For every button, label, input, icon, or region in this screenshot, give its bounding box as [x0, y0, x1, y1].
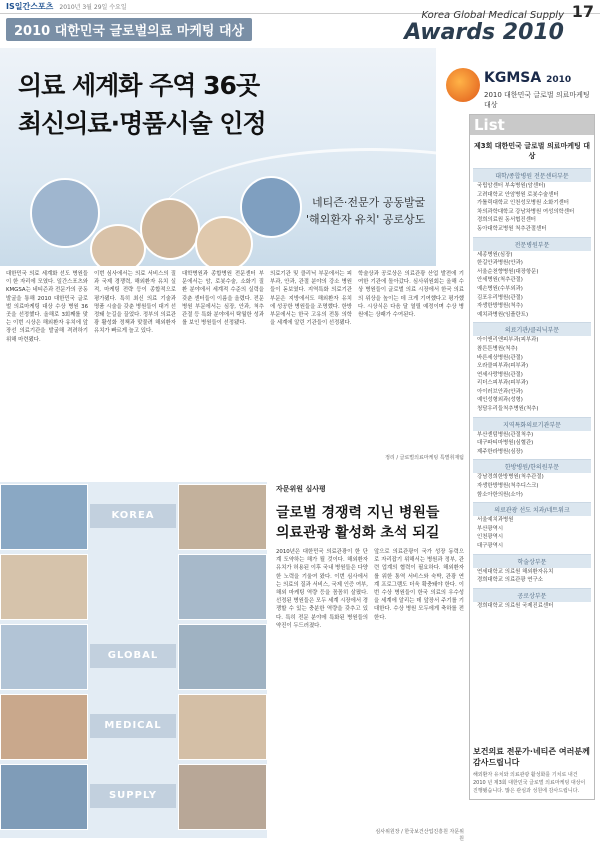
- winner-item: 함소아한의원(소아): [477, 491, 523, 498]
- winner-item: 강남경희한방병원(척추관절): [477, 474, 544, 481]
- category-heading: 지역특화의료기관부문: [473, 418, 591, 431]
- list-category: [473, 237, 591, 320]
- list-category: [473, 322, 591, 413]
- newspaper-logo: IS일간스포츠: [6, 2, 54, 11]
- awards-title: Awards 2010: [404, 20, 564, 45]
- winner-item: 가톨릭대학교 인천성모병원 소화기센터: [477, 200, 569, 207]
- footer-text: 해외환자 유치와 의료관광 활성화를 기치로 내건 2010 년 제3회 대한민국 글로벌 의료마케팅 대상이 진행됐습니다. 많은 관심과 성원에 감사드립니다.: [473, 772, 586, 794]
- main-headline-line1: 의료 세계화 주역 36곳: [18, 71, 260, 100]
- main-headline-line2: 최신의료·명품시술 인정: [18, 109, 266, 138]
- doctor-photo: [30, 178, 100, 248]
- kgmsa-logo: [446, 68, 596, 108]
- winners-list-panel: [469, 114, 595, 800]
- article-column: 의료기관 및 클리닉 부문에서는 피부과, 안과, 관절 분야의 강소 병원들이 돋보였다. 지역특화 의료기관 부문은 지방에서도 해외환자 유치에 성공한 병원들을 조명했다. 한방 부문에서는 한국 고유의 전통 의학을 세계에 알린 기관들이 선정됐다.: [270, 271, 352, 327]
- category-heading: 대학/종합병원 전문센터부문: [473, 169, 591, 182]
- list-category: [473, 554, 591, 585]
- footer-heading: 보건의료 전문가·네티즌 여러분께 감사드립니다: [473, 747, 590, 767]
- article-tag: 자문위원 심사평: [276, 485, 326, 493]
- logo-name: KGMSA 2010: [484, 70, 572, 86]
- hospital-building-photo: [178, 554, 267, 620]
- winner-item: 예인성형외과(성형): [477, 397, 523, 404]
- article-column: 학술상과 공로상은 의료관광 산업 발전에 기여한 기관에 돌아갔다. 심사위원회는 올해 수상 병원들이 글로벌 의료 시장에서 한국 의료의 위상을 높이는 데 크게 기여했다고 평가했다. 시상식은 다음 달 열릴 예정이며 수상 병원에는 상패가 수여된다.: [358, 271, 464, 319]
- hospital-building-photo: [178, 624, 267, 690]
- winner-item: 아이앤리앤피부과(피부과): [477, 337, 539, 344]
- surgery-photo: [0, 484, 88, 550]
- strip-band: KOREA: [90, 504, 176, 528]
- list-footer: [473, 746, 591, 795]
- winner-item: 동아대학교병원 척추관절센터: [477, 225, 547, 232]
- list-category: [473, 588, 591, 611]
- subhead-line2: '해외환자 유치' 공로상도: [306, 213, 426, 226]
- winner-item: 대구파티마병원(심혈관): [477, 440, 534, 447]
- patient-photo: [0, 624, 88, 690]
- photo-row: [0, 622, 267, 692]
- winner-item: 청담우리들척추병원(척추): [477, 406, 539, 413]
- photo-row: [0, 552, 267, 622]
- strip-band: SUPPLY: [90, 784, 176, 808]
- winner-item: 서울예치과병원: [477, 517, 514, 524]
- family-photo: [140, 198, 200, 260]
- article-column: 이번 심사에서는 의료 서비스의 질과 국제 경쟁력, 해외환자 유치 실적, 마케팅 전략 등이 종합적으로 평가됐다. 특히 최신 의료 기술과 명품 시술을 갖춘 병원들이 대거 선정돼 눈길을 끌었다. 정부의 의료관광 활성화 정책과 맞물려 해외환자 유치가 빠르게 늘고 있다.: [94, 271, 176, 335]
- winner-item: 연세사랑병원(관절): [477, 371, 523, 378]
- winner-item: 아이러브안과(안과): [477, 388, 523, 395]
- winner-item: 고려대학교 안암병원 로봇수술센터: [477, 191, 559, 198]
- page-number: 17: [571, 2, 594, 21]
- category-heading: 공로상부문: [473, 589, 591, 602]
- strip-band: MEDICAL: [90, 714, 176, 738]
- category-heading: 의료관광 선도 치과/네트워크: [473, 503, 591, 516]
- winner-item: 부산센텀병원(관절척추): [477, 431, 534, 438]
- section-badge: 2010 대한민국 글로벌의료 마케팅 대상: [6, 18, 252, 41]
- list-category: [473, 417, 591, 457]
- article-column: 대한민국 의료 세계화 선도 병원들이 한 자리에 모였다. 일간스포츠와 KMGSA는 네티즌과 전문가의 공동 발굴을 통해 2010 대한민국 글로벌 의료마케팅 대상 수상 병원 36곳을 선정했다. 올해로 3회째를 맞는 이번 시상은 해외환자 유치에 앞장선 의료기관을 발굴해 격려하기 위해 마련됐다.: [6, 271, 88, 343]
- page-header: [0, 0, 600, 46]
- winner-item: 안세병원(척추관절): [477, 277, 523, 284]
- winner-item: 차의과학대학교 강남차병원 여성의학센터: [477, 208, 575, 215]
- consultation-photo: [178, 484, 267, 550]
- doctor-photo: [0, 554, 88, 620]
- category-heading: 전문병원부문: [473, 238, 591, 251]
- winner-item: 대구광역시: [477, 543, 504, 549]
- subhead-line1: 네티즌·전문가 공동발굴: [312, 196, 426, 209]
- article-column: 앞으로 의료관광이 국가 성장 동력으로 자리잡기 위해서는 병원과 정부, 관련 업계의 협력이 필요하다. 해외환자를 위한 통역 서비스와 숙박, 관광 연계 프로그램도 더욱 확충돼야 한다. 이번 수상 병원들이 한국 의료의 우수성을 세계에 알리는 데 앞장서 주기를 기대한다. 수상 병원 모두에게 축하를 전한다.: [374, 549, 464, 621]
- article-column: 대학병원과 종합병원 전문센터 부문에서는 암, 로봇수술, 소화기 질환 분야에서 세계적 수준의 실력을 갖춘 센터들이 이름을 올렸다. 전문병원 부문에서는 심장, 안과, 척추관절 등 특화 분야에서 탁월한 성과를 보인 병원들이 선정됐다.: [182, 271, 264, 327]
- list-category: [473, 502, 591, 550]
- article-headline-line1: 글로벌 경쟁력 지닌 병원들: [276, 505, 440, 521]
- winner-item: 경희대학교 의료원 국제진료센터: [477, 602, 554, 609]
- list-title: 제3회 대한민국 글로벌 의료마케팅 대상: [473, 142, 591, 160]
- photo-strip: [0, 482, 267, 838]
- winner-item: 세종병원(심장): [477, 251, 513, 258]
- winner-item: 부산광역시: [477, 525, 504, 532]
- winner-item: 자생한방병원(척추디스크): [477, 483, 539, 490]
- article-byline: 정리 / 글로벌의료마케팅 특별취재팀: [385, 455, 464, 461]
- winner-item: 예치과병원(임플란트): [477, 311, 529, 318]
- winner-item: 한길안과병원(안과): [477, 260, 523, 267]
- winner-item: 참튼튼병원(척추): [477, 345, 518, 352]
- winner-item: 제주한라병원(심장): [477, 448, 523, 455]
- category-list: [470, 168, 594, 610]
- list-heading: List: [470, 115, 594, 135]
- article-column: 2010년은 대한민국 의료관광이 한 단계 도약하는 해가 될 것이다. 해외환자 유치가 허용된 이후 국내 병원들은 다양한 노력을 기울여 왔다. 이번 심사에서는 의료의 질과 서비스, 국제 인증 여부, 해외 마케팅 역량 등을 꼼꼼히 살폈다. 선정된 병원들은 모두 세계 시장에서 경쟁할 수 있는 충분한 역량을 갖추고 있다. 특히 전문 분야에 특화된 병원들의 약진이 두드러졌다.: [276, 549, 368, 629]
- surgeon-photo: [240, 176, 302, 238]
- strip-band: GLOBAL: [90, 644, 176, 668]
- winner-item: 경희의료원 동서협진센터: [477, 217, 536, 224]
- team-photo: [178, 764, 267, 830]
- photo-row: [0, 762, 267, 832]
- article-byline: 심사위원장 / 한국보건산업진흥원 자문위원: [375, 829, 464, 842]
- hero-subhead: [306, 194, 425, 228]
- winner-item: 연세대학교 의료원 해외환자유치: [477, 568, 554, 575]
- winner-item: 자생한방병원(척추): [477, 303, 523, 310]
- winner-item: 경희대학교 의료관광 연구소: [477, 577, 543, 584]
- category-heading: 의료기관/클리닉부문: [473, 323, 591, 336]
- winner-item: 서울순천향병원(대장항문): [477, 268, 539, 275]
- hero-visual: [0, 48, 436, 266]
- treatment-photo: [0, 694, 88, 760]
- winner-item: 리더스피부과(피부과): [477, 380, 529, 387]
- surgery-photo: [0, 764, 88, 830]
- awards-heading: [404, 10, 564, 45]
- winner-item: 바른세상병원(관절): [477, 354, 523, 361]
- winner-item: 국립암센터 부속병원(암센터): [477, 183, 546, 189]
- issue-date: 2010년 3월 29일 수요일: [59, 4, 127, 11]
- category-heading: 학술상부문: [473, 555, 591, 568]
- list-category: [473, 168, 591, 234]
- english-title: Korea Global Medical Supply: [421, 10, 564, 21]
- winner-item: 김포우리병원(관절): [477, 294, 523, 301]
- logo-emblem-icon: [446, 68, 480, 102]
- article-headline-line2: 의료관광 활성화 초석 되길: [276, 525, 440, 541]
- photo-row: [0, 482, 267, 552]
- nurse-photo: [90, 224, 146, 266]
- photo-row: [0, 692, 267, 762]
- category-heading: 한방병원/한의원부문: [473, 460, 591, 473]
- treatment-photo: [178, 694, 267, 760]
- winner-item: 예손병원(수부외과): [477, 285, 523, 292]
- winner-item: 인천광역시: [477, 534, 504, 541]
- winner-item: 오라클피부과(피부과): [477, 363, 529, 370]
- logo-subtitle: 2010 대한민국 글로벌 의료마케팅 대상: [484, 91, 590, 109]
- list-category: [473, 459, 591, 499]
